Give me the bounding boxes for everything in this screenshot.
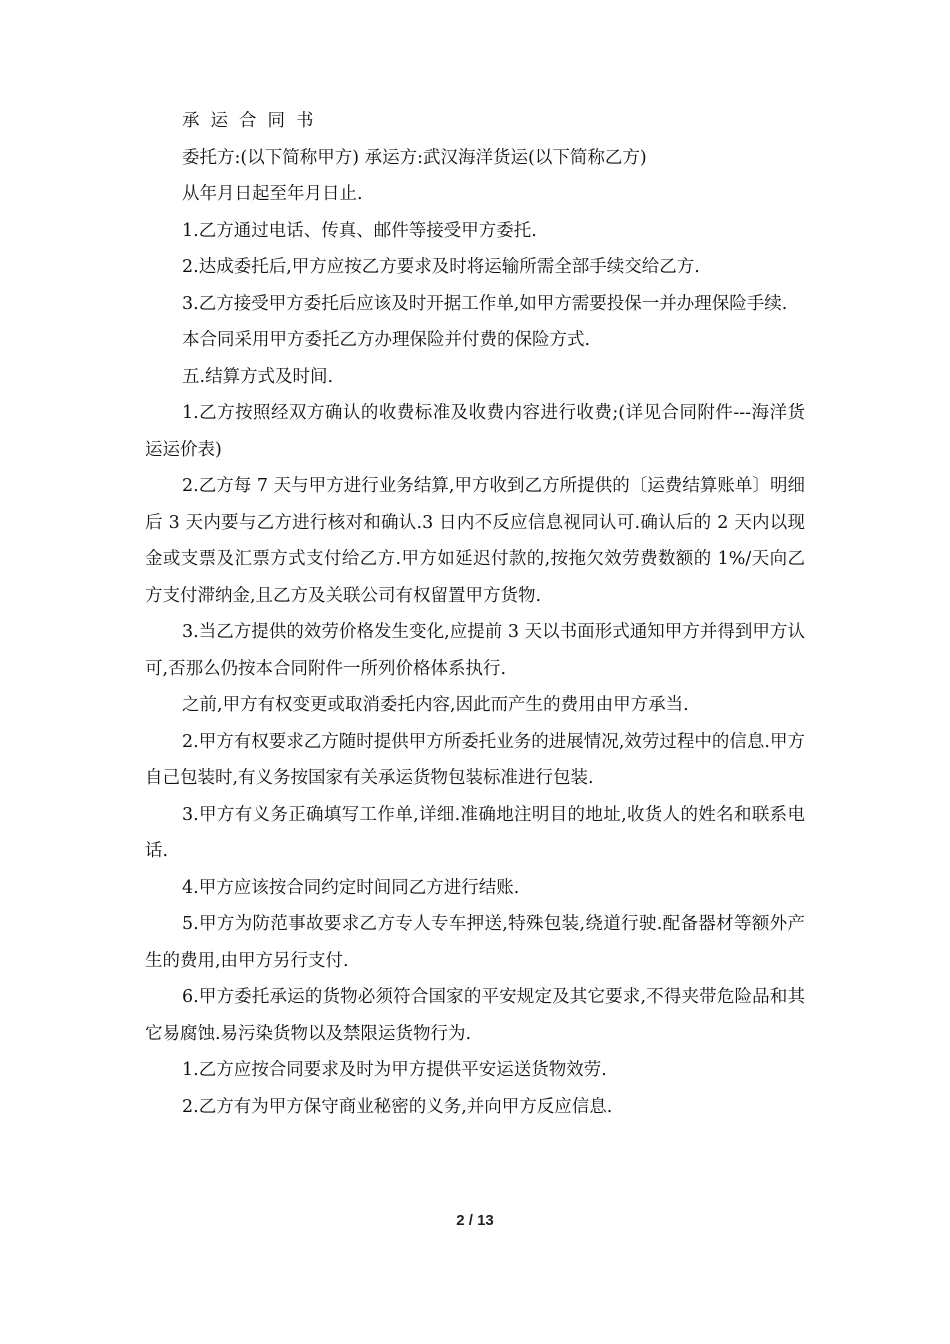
paragraph-clause: 2.乙方有为甲方保守商业秘密的义务,并向甲方反应信息. [182,1096,613,1117]
paragraph-term: 从年月日起至年月日止. [182,184,363,204]
paragraph-clause: 本合同采用甲方委托乙方办理保险并付费的保险方式. [182,330,591,350]
paragraph-clause: 5.甲方为防范事故要求乙方专人专车押送,特殊包装,绕道行驶.配备器材等额外产生的费用,由甲方另行支付. [145,914,805,971]
document-title: 承运合同书 [182,111,325,131]
paragraph-clause: 4.甲方应该按合同约定时间同乙方进行结账. [182,877,520,898]
paragraph-clause: 6.甲方委托承运的货物必须符合国家的平安规定及其它要求,不得夹带危险品和其它易腐蚀.易污染货物以及禁限运货物行为. [145,987,805,1044]
paragraph-clause: 2.乙方每 7 天与甲方进行业务结算,甲方收到乙方所提供的〔运费结算账单〕明细后 3 天内要与乙方进行核对和确认.3 日内不反应信息视同认可.确认后的 2 天内以现金或支票及汇票方式支付给乙方.甲方如延迟付款的,按拖欠效劳费数额的 1%/天向乙方支付滞纳金,且乙方及关联公司有权留置甲方货物. [145,476,805,606]
paragraph-clause: 之前,甲方有权变更或取消委托内容,因此而产生的费用由甲方承当. [182,695,689,715]
section-heading: 五.结算方式及时间. [182,366,334,387]
paragraph-clause: 1.乙方通过电话、传真、邮件等接受甲方委托. [182,220,537,241]
paragraph-clause: 2.达成委托后,甲方应按乙方要求及时将运输所需全部手续交给乙方. [182,257,700,277]
paragraph-clause: 3.甲方有义务正确填写工作单,详细.准确地注明目的地址,收货人的姓名和联系电话. [145,804,805,861]
document-body [145,103,805,1125]
paragraph-clause: 2.甲方有权要求乙方随时提供甲方所委托业务的进展情况,效劳过程中的信息.甲方自己包装时,有义务按国家有关承运货物包装标准进行包装. [145,731,805,788]
paragraph-clause: 1.乙方按照经双方确认的收费标准及收费内容进行收费;(详见合同附件---海洋货运运价表) [145,403,805,460]
paragraph-clause: 3.当乙方提供的效劳价格发生变化,应提前 3 天以书面形式通知甲方并得到甲方认可,否那么仍按本合同附件一所列价格体系执行. [145,622,805,679]
paragraph-clause: 1.乙方应按合同要求及时为甲方提供平安运送货物效劳. [182,1060,607,1080]
paragraph-parties: 委托方:(以下简称甲方) 承运方:武汉海洋货运(以下简称乙方) [182,147,647,168]
paragraph-clause: 3.乙方接受甲方委托后应该及时开据工作单,如甲方需要投保一并办理保险手续. [182,293,788,314]
page-number: 2 / 13 [456,1212,494,1229]
